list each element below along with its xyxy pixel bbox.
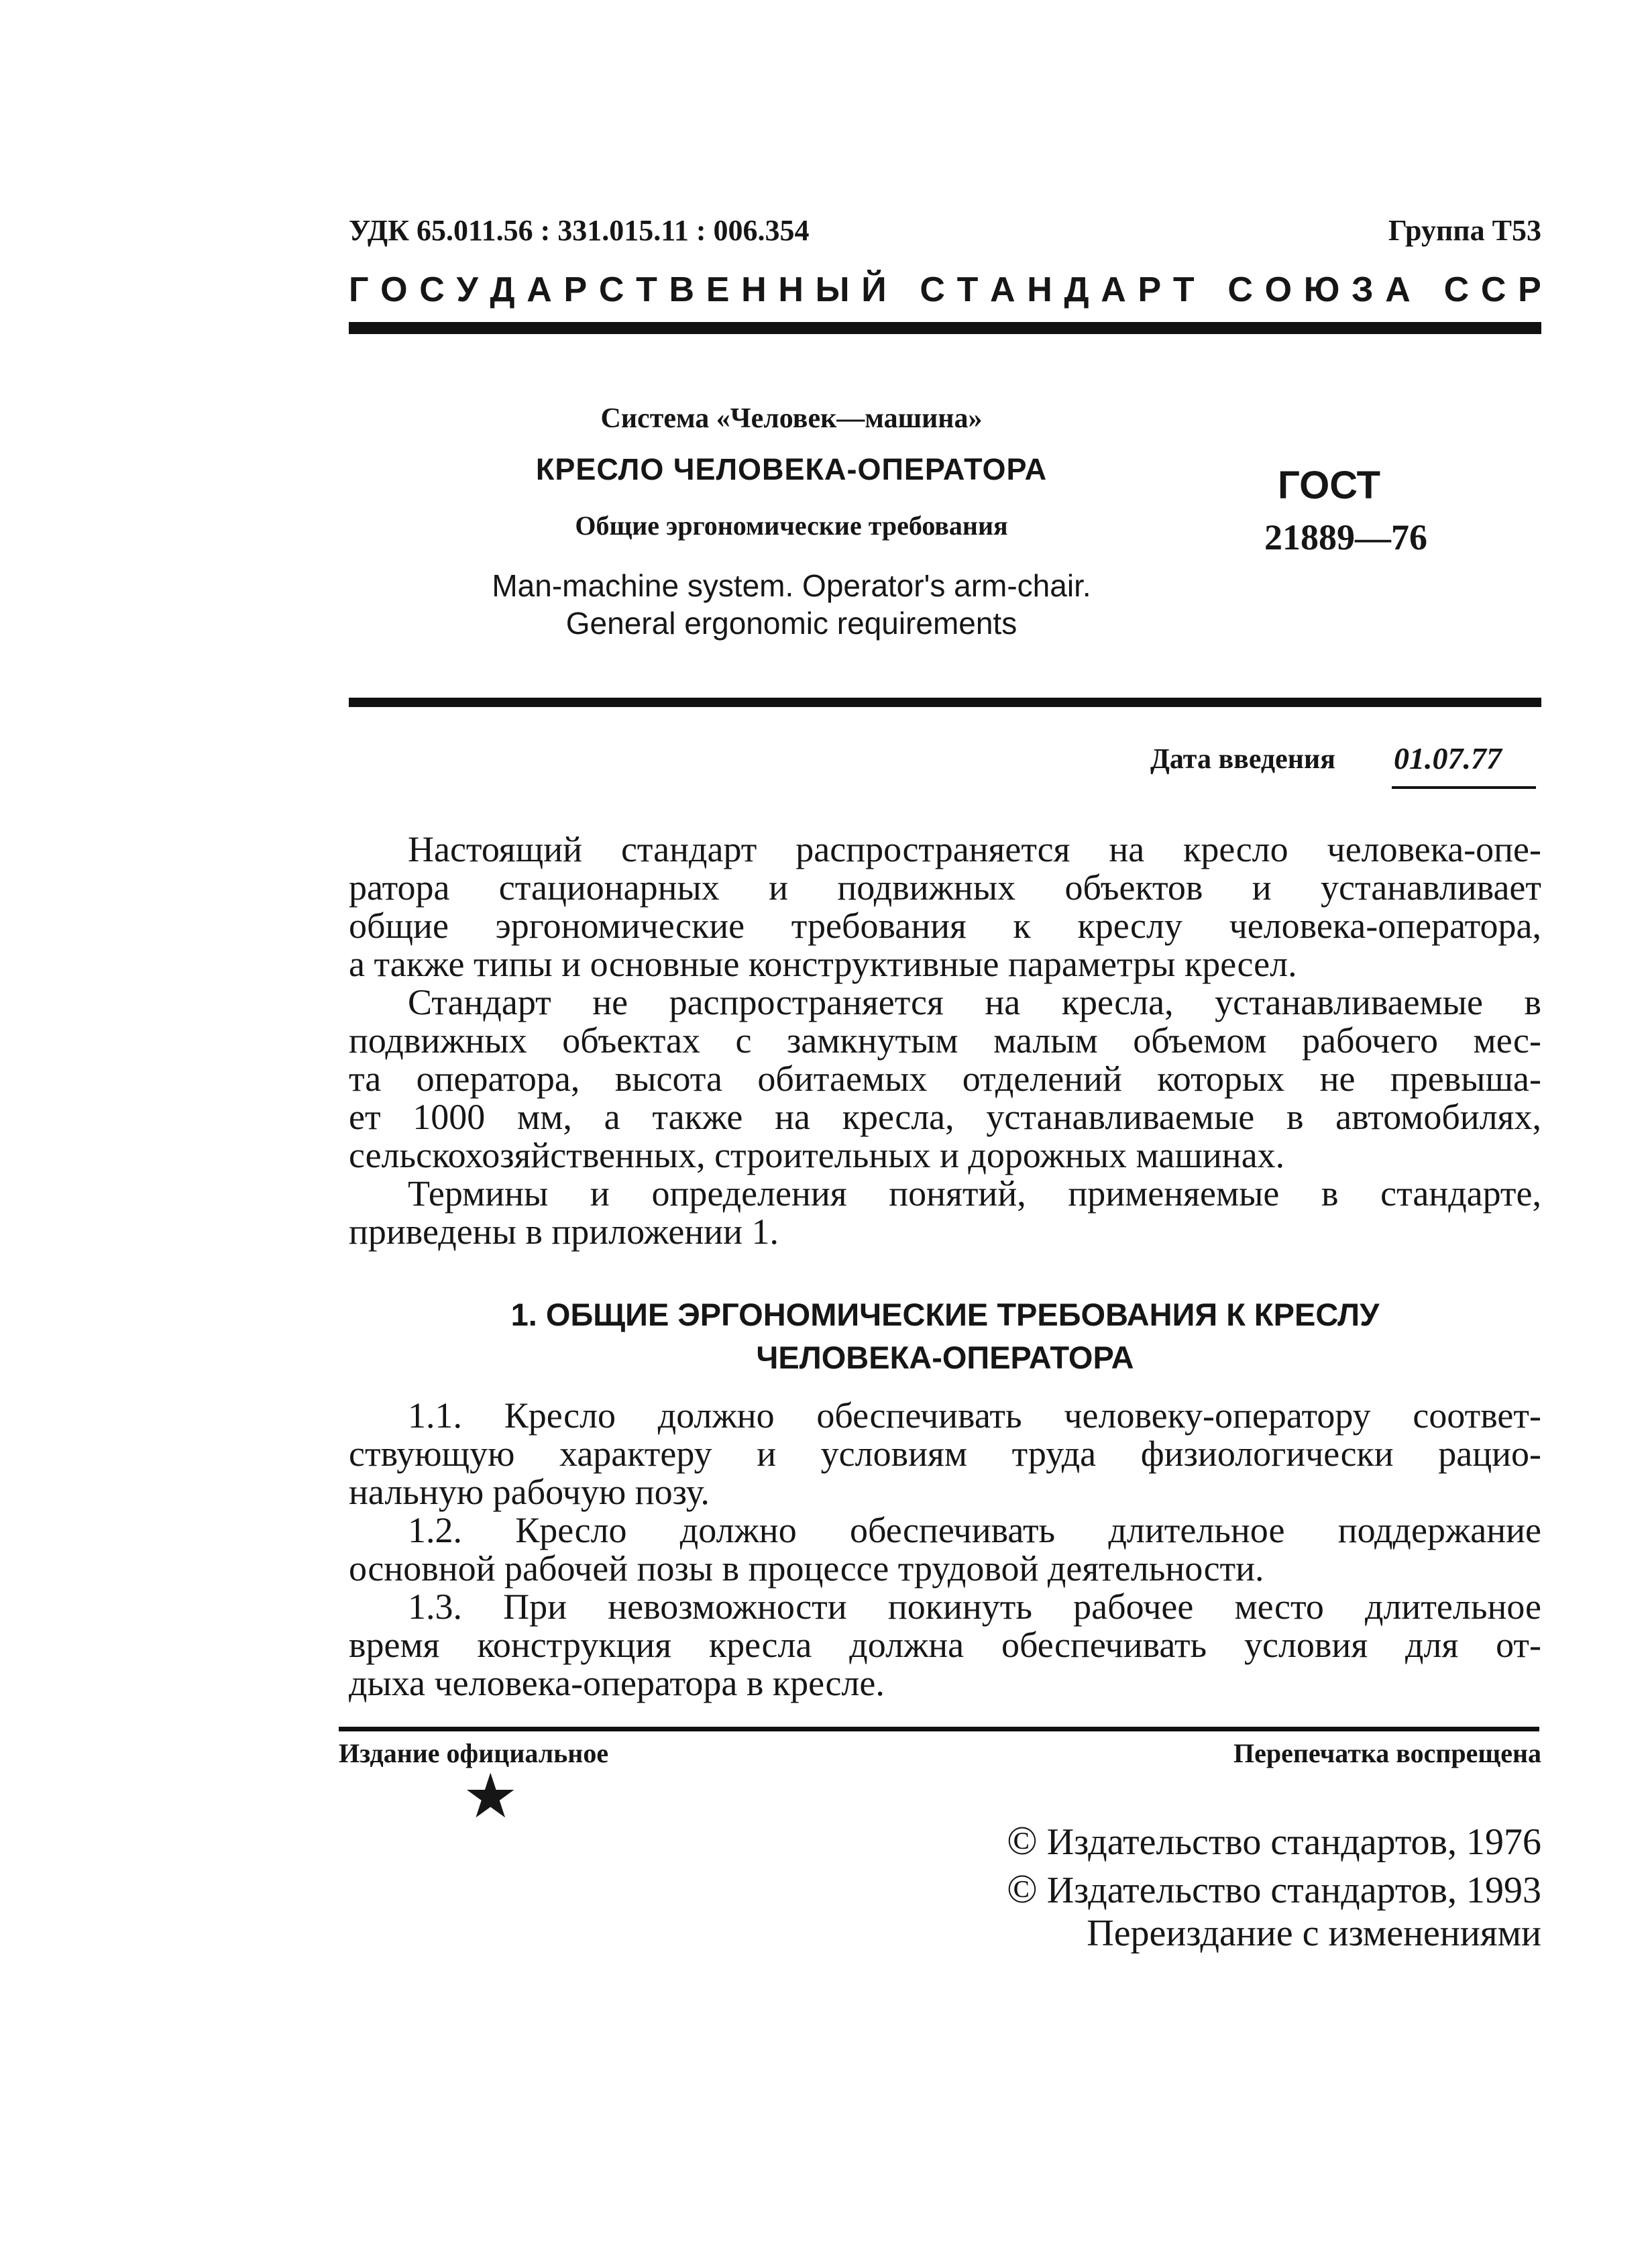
official-edition-label: Издание официальное [339,1738,609,1768]
text-line: ратора стационарных и подвижных объектов и устанавливает [349,867,1541,908]
heading-letter: С [1443,270,1470,309]
intro-date-value: 01.07.77 [1394,741,1502,775]
english-title-line2: General ergonomic requirements [565,606,1017,641]
heading-letter: А [1385,270,1411,309]
text-line: Настоящий стандарт распространяется на кресло человека-опе- [408,829,1541,869]
group-code: Группа Т53 [1388,214,1541,247]
text-line: 1.2. Кресло должно обеспечивать длительное поддержание [408,1510,1541,1550]
heading-letter: А [527,270,552,309]
text-line: ствующую характеру и условиям труда физиологически рацио- [349,1434,1541,1474]
heading-letter: Н [1027,270,1052,309]
heading-letter: З [1352,270,1374,309]
heading-letter: Р [563,270,588,309]
text-line: подвижных объектах с замкнутым малым объемом рабочего мес- [349,1020,1541,1061]
text-line: время конструкция кресла должна обеспечивать условия для от- [349,1625,1541,1665]
gost-number: 21889—76 [1264,517,1427,557]
heading-letter: Й [861,270,887,309]
heading-letter: Н [741,270,767,309]
heading-letter: А [990,270,1015,309]
clause-1-3 [349,1588,1541,1703]
heading-letter: Е [706,270,730,309]
heading-letter: А [1101,270,1126,309]
heading-letter: Д [1064,270,1089,309]
state-standard-heading [349,270,1541,310]
heading-space [898,270,907,310]
clause-1-1 [349,1397,1541,1511]
heading-letter: О [380,270,408,309]
text-line: Стандарт не распространяется на кресла, устанавливаемые в [408,982,1541,1022]
standard-title: КРЕСЛО ЧЕЛОВЕКА-ОПЕРАТОРА [535,452,1048,486]
heading-letter: Т [1172,270,1195,309]
intro-date-label: Дата введения [1150,744,1335,775]
english-title-line1: Man-machine system. Operator's arm-chair. [492,568,1091,603]
section-title-line1: 1. ОБЩИЕ ЭРГОНОМИЧЕСКИЕ ТРЕБОВАНИЯ К КРЕСЛУ [510,1297,1380,1332]
heading-letter: Р [1518,270,1541,309]
text-line: дыха человека-оператора в кресле. [349,1663,885,1703]
text-line: та оператора, высота обитаемых отделений которых не превыша- [349,1059,1541,1099]
heading-letter: С [920,270,945,309]
heading-letter: С [598,270,624,309]
text-line: 1.3. При невозможности покинуть рабочее место длительное [408,1587,1541,1627]
heading-letter: В [669,270,695,309]
heading-letter: Ю [1303,270,1340,309]
paragraph-terms [349,1175,1541,1251]
copyright-1976-text: Издательство стандартов, 1976 [1046,1821,1541,1863]
standard-subtitle: Общие эргономические требования [575,511,1008,541]
section-title-line2: ЧЕЛОВЕКА-ОПЕРАТОРА [756,1340,1134,1375]
text-line: 1.1. Кресло должно обеспечивать человеку-оператору соответ- [408,1395,1541,1436]
header-rule [349,322,1541,334]
text-line: нальную рабочую позу. [349,1472,710,1512]
title-block [402,402,1180,642]
clause-1-2 [349,1511,1541,1588]
text-line: приведены в приложении 1. [349,1212,779,1252]
copyright-1976 [1007,1818,1541,1864]
heading-space [1206,270,1215,310]
heading-space [1423,270,1432,310]
section-1-title [349,1293,1541,1379]
reprint-prohibited-label: Перепечатка воспрещена [1233,1738,1541,1768]
heading-letter: Т [956,270,979,309]
text-line: общие эргономические требования к креслу человека-оператора, [349,906,1541,946]
text-line: основной рабочей позы в процессе трудовой деятельности. [349,1548,1264,1589]
heading-letter: Т [636,270,657,309]
paragraph-scope [349,830,1541,983]
footer-rule [339,1727,1539,1731]
copyright-1993 [1007,1866,1541,1913]
text-line: сельскохозяйственных, строительных и дорожных машинах. [349,1135,1285,1175]
copyright-1993-text: Издательство стандартов, 1993 [1046,1870,1541,1911]
reissue-note: Переиздание с изменениями [1087,1913,1541,1954]
heading-letter: С [1227,270,1253,309]
heading-letter: С [419,270,445,309]
system-name: Система «Человек—машина» [600,403,983,434]
heading-letter: Ы [815,270,850,309]
text-line: ет 1000 мм, а также на кресла, устанавливаемые в автомобилях, [349,1097,1541,1137]
heading-letter: Д [490,270,515,309]
heading-letter: Р [1138,270,1162,309]
heading-letter: Г [349,270,369,309]
copyright-icon: © [1007,1867,1038,1911]
star-icon: ★ [463,1762,518,1831]
date-underline [1392,786,1536,789]
paragraph-exclusions [349,983,1541,1175]
heading-letter: У [456,270,478,309]
text-line: Термины и определения понятий, применяемые в стандарте, [408,1173,1541,1214]
heading-letter: С [1480,270,1506,309]
title-rule [349,698,1541,707]
text-line: а также типы и основные конструктивные параметры кресел. [349,944,1297,984]
heading-letter: Н [778,270,804,309]
gost-label: ГОСТ [1278,464,1381,507]
udk-code: УДК 65.011.56 : 331.015.11 : 006.354 [349,214,810,247]
heading-letter: О [1264,270,1292,309]
copyright-icon: © [1007,1819,1038,1863]
